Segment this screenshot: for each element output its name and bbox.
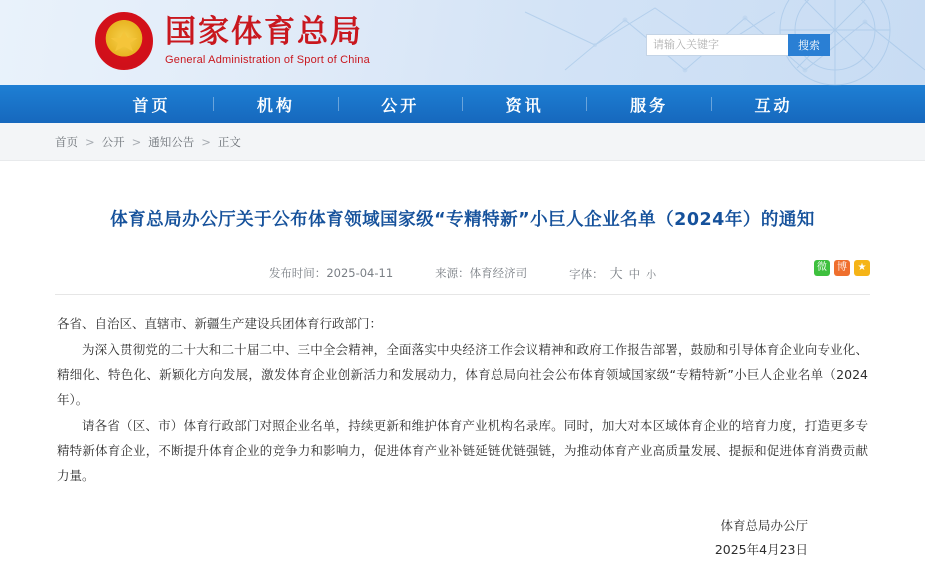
nav-item-service[interactable]: 服务 bbox=[630, 95, 669, 115]
nav-divider bbox=[213, 97, 214, 111]
brand-text bbox=[165, 13, 370, 66]
site-brand[interactable] bbox=[95, 12, 370, 70]
article-signature bbox=[57, 514, 868, 562]
article-meta bbox=[55, 263, 870, 295]
page-title: 体育总局办公厅关于公布体育领域国家级“专精特新”小巨人企业名单（2024年）的通知 bbox=[110, 210, 815, 230]
font-size-label: 字体： bbox=[569, 267, 604, 282]
article-paragraph: 为深入贯彻党的二十大和二十届二中、三中全会精神，全面落实中央经济工作会议精神和政府工作报告部署，鼓励和引导体育企业向专业化、精细化、特色化、新颖化方向发展，激发体育企业创新活力和发展动力，体育总局向社会公布体育领域国家级“专精特新”小巨人企业名单（2024年）。 bbox=[57, 342, 868, 408]
breadcrumb-item-home[interactable]: 首页 bbox=[55, 135, 78, 149]
brand-name-en: General Administration of Sport of China bbox=[165, 53, 370, 66]
article-body bbox=[55, 295, 870, 562]
brand-name-cn: 国家体育总局 bbox=[165, 13, 363, 50]
main-nav bbox=[0, 85, 925, 123]
nav-item-news[interactable]: 资讯 bbox=[505, 95, 544, 115]
font-size-small[interactable]: 小 bbox=[646, 270, 657, 282]
national-emblem-icon bbox=[95, 12, 153, 70]
main-nav-items bbox=[83, 93, 843, 116]
breadcrumb-item-current: 正文 bbox=[217, 135, 241, 149]
font-size-control bbox=[569, 263, 656, 282]
article-paragraph: 各省、自治区、直辖市、新疆生产建设兵团体育行政部门： bbox=[57, 316, 383, 332]
publish-time bbox=[269, 265, 393, 281]
font-size-large[interactable]: 大 bbox=[609, 267, 623, 283]
share-buttons bbox=[814, 260, 870, 276]
site-header bbox=[0, 0, 925, 85]
article-paragraph: 请各省（区、市）体育行政部门对照企业名单，持续更新和维护体育产业机构名录库。同时，加大对本区域体育企业的培育力度，打造更多专精特新体育企业，不断提升体育企业的竞争力和影响力，促进体育产业补链延链优链强链，为推动体育产业高质量发展、提振和促进体育消费贡献力量。 bbox=[57, 418, 868, 484]
nav-item-interaction[interactable]: 互动 bbox=[754, 95, 793, 115]
nav-item-organization[interactable]: 机构 bbox=[256, 95, 295, 115]
breadcrumb-item-disclosure[interactable]: 公开 bbox=[101, 135, 125, 149]
publish-time-label: 发布时间： bbox=[268, 265, 327, 280]
breadcrumb-item-notices[interactable]: 通知公告 bbox=[148, 135, 195, 149]
wechat-share-icon[interactable]: 微 bbox=[814, 260, 830, 276]
nav-divider bbox=[338, 97, 339, 111]
breadcrumb-separator-icon: > bbox=[131, 135, 142, 149]
nav-divider bbox=[711, 97, 712, 111]
qzone-share-icon[interactable]: ★ bbox=[854, 260, 870, 276]
nav-item-disclosure[interactable]: 公开 bbox=[381, 95, 420, 115]
article bbox=[55, 161, 870, 562]
site-search[interactable] bbox=[646, 34, 830, 56]
weibo-share-icon[interactable]: 博 bbox=[834, 260, 850, 276]
breadcrumb-separator-icon: > bbox=[201, 135, 211, 149]
nav-item-home[interactable]: 首页 bbox=[132, 95, 171, 115]
font-size-medium[interactable]: 中 bbox=[628, 267, 641, 282]
publish-time-value: 2025-04-11 bbox=[326, 265, 394, 280]
breadcrumb bbox=[55, 123, 870, 161]
search-button[interactable]: 搜索 bbox=[788, 34, 830, 56]
search-input[interactable] bbox=[646, 34, 788, 56]
article-source bbox=[435, 265, 527, 281]
signature-org: 体育总局办公厅 bbox=[720, 518, 808, 534]
nav-divider bbox=[462, 97, 463, 111]
nav-divider bbox=[586, 97, 587, 111]
source-label: 来源： bbox=[435, 265, 470, 280]
breadcrumb-bar bbox=[0, 123, 925, 161]
source-value: 体育经济司 bbox=[469, 265, 528, 280]
breadcrumb-separator-icon: > bbox=[85, 135, 95, 149]
signature-date: 2025年4月23日 bbox=[714, 542, 808, 557]
